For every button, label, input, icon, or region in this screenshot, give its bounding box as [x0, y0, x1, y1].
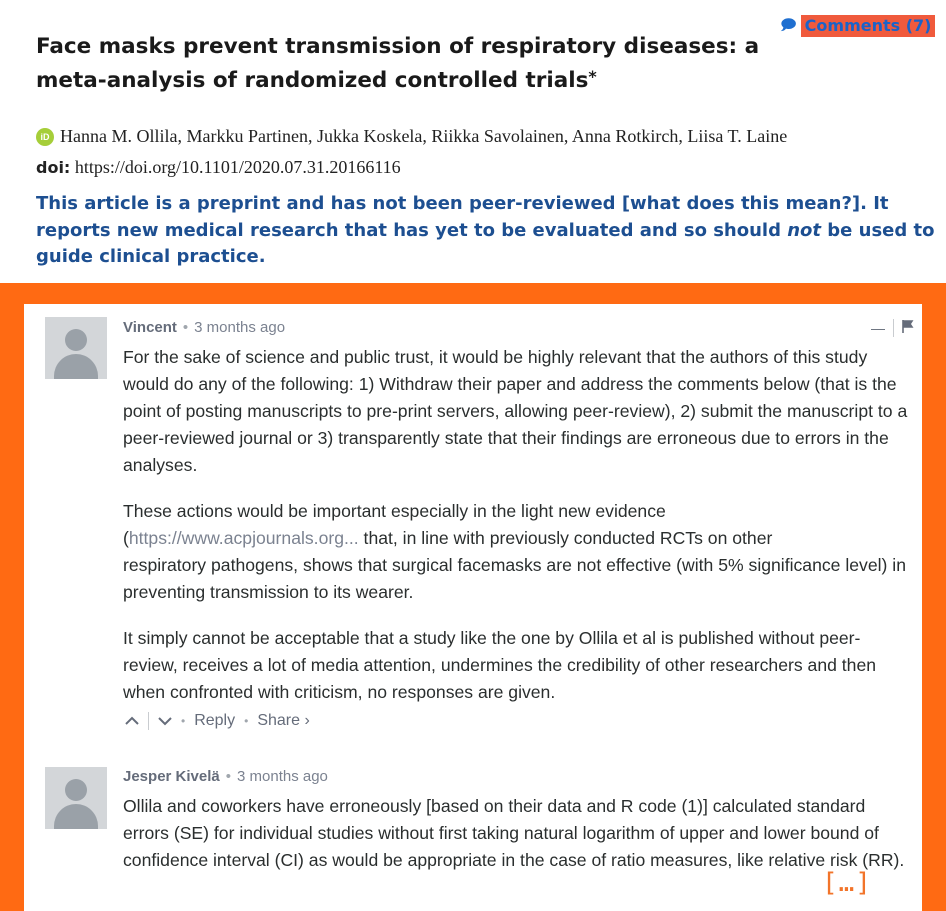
- title-line-2: meta-analysis of randomized controlled trials: [36, 68, 589, 93]
- avatar[interactable]: [45, 317, 107, 379]
- vote-divider: [148, 712, 149, 730]
- preprint-notice: [36, 191, 936, 271]
- bullet: •: [181, 714, 186, 728]
- doi-label: doi:: [36, 158, 71, 177]
- collapse-button[interactable]: —: [871, 320, 885, 336]
- doi-line: [36, 157, 401, 178]
- share-button[interactable]: Share ›: [257, 712, 310, 729]
- preprint-text-end: be used to guide clinical practice.: [36, 219, 935, 267]
- comment-author[interactable]: Jesper Kivelä: [123, 768, 220, 785]
- ellipsis-marker: […]: [822, 868, 872, 898]
- chevron-down-icon[interactable]: [158, 713, 172, 729]
- controls-divider: [893, 319, 894, 337]
- comment-time[interactable]: 3 months ago: [194, 319, 286, 336]
- comment-link[interactable]: https://www.acpjournals.org...: [128, 528, 359, 548]
- comment-paragraph: For the sake of science and public trust, it would be highly relevant that the authors of this study would do any of the following: 1) Withdraw their paper and address the comments below (that is the point of posting manuscripts to pre-print servers, allowing peer-review), 2) submit the manuscript to a peer-reviewed journal or 3) transparently state that their findings are erroneous due to errors in the analyses.: [123, 347, 908, 475]
- author-list: [36, 126, 787, 147]
- avatar[interactable]: [45, 767, 107, 829]
- preprint-text: This article is a preprint and has not been peer-reviewed [what does this mean?]. It reports new medical research that has yet to be evaluated and so should: [36, 193, 889, 241]
- meta-separator: •: [225, 768, 231, 785]
- title-line-1: Face masks prevent transmission of respiratory diseases: a: [36, 34, 760, 59]
- comments-count-label[interactable]: Comments (7): [801, 15, 936, 37]
- comment-paragraph: Ollila and coworkers have erroneously [based on their data and R code (1)] calculated standard errors (SE) for individual studies without first taking natural logarithm of upper and lower bound of confidence interval (CI) as would be appropriate in the case of ratio measures, like relative risk (RR).: [123, 796, 905, 870]
- comment-time[interactable]: 3 months ago: [237, 768, 328, 785]
- article-title: [36, 30, 776, 98]
- comment-paragraph: It simply cannot be acceptable that a study like the one by Ollila et al is published without peer-review, receives a lot of media attention, undermines the credibility of other researchers and then when confronted with criticism, no responses are given.: [123, 628, 877, 702]
- meta-separator: •: [182, 319, 189, 336]
- comment-body: [123, 793, 913, 893]
- chevron-up-icon[interactable]: [125, 713, 139, 729]
- comment-actions: [125, 712, 310, 730]
- preprint-emphasis: not: [787, 219, 822, 241]
- comments-link[interactable]: [780, 15, 935, 37]
- comment-author[interactable]: Vincent: [123, 319, 177, 336]
- doi-value[interactable]: https://doi.org/10.1101/2020.07.31.20166116: [74, 157, 401, 177]
- orcid-icon[interactable]: iD: [36, 128, 54, 146]
- flag-icon[interactable]: [902, 320, 914, 336]
- comment-controls: [871, 319, 914, 337]
- reply-button[interactable]: Reply: [194, 712, 236, 729]
- bullet: •: [244, 714, 249, 728]
- comment-meta: [123, 319, 285, 336]
- comment-paragraph: These actions would be important especially in the light new evidence (https://www.acpjournals.org... that, in line with previously conducted RCTs on other respiratory pathogens, shows that surgical facemasks are not effective (with 5% significance level) in preventing transmission to its wearer.: [123, 501, 906, 602]
- authors-text: Hanna M. Ollila, Markku Partinen, Jukka Koskela, Riikka Savolainen, Anna Rotkirch, Liisa T. Laine: [60, 126, 788, 146]
- comment-meta: [123, 768, 328, 785]
- speech-bubble-icon: 🗩: [780, 17, 797, 34]
- comment-body: [123, 344, 913, 725]
- title-footnote-mark: *: [588, 67, 597, 86]
